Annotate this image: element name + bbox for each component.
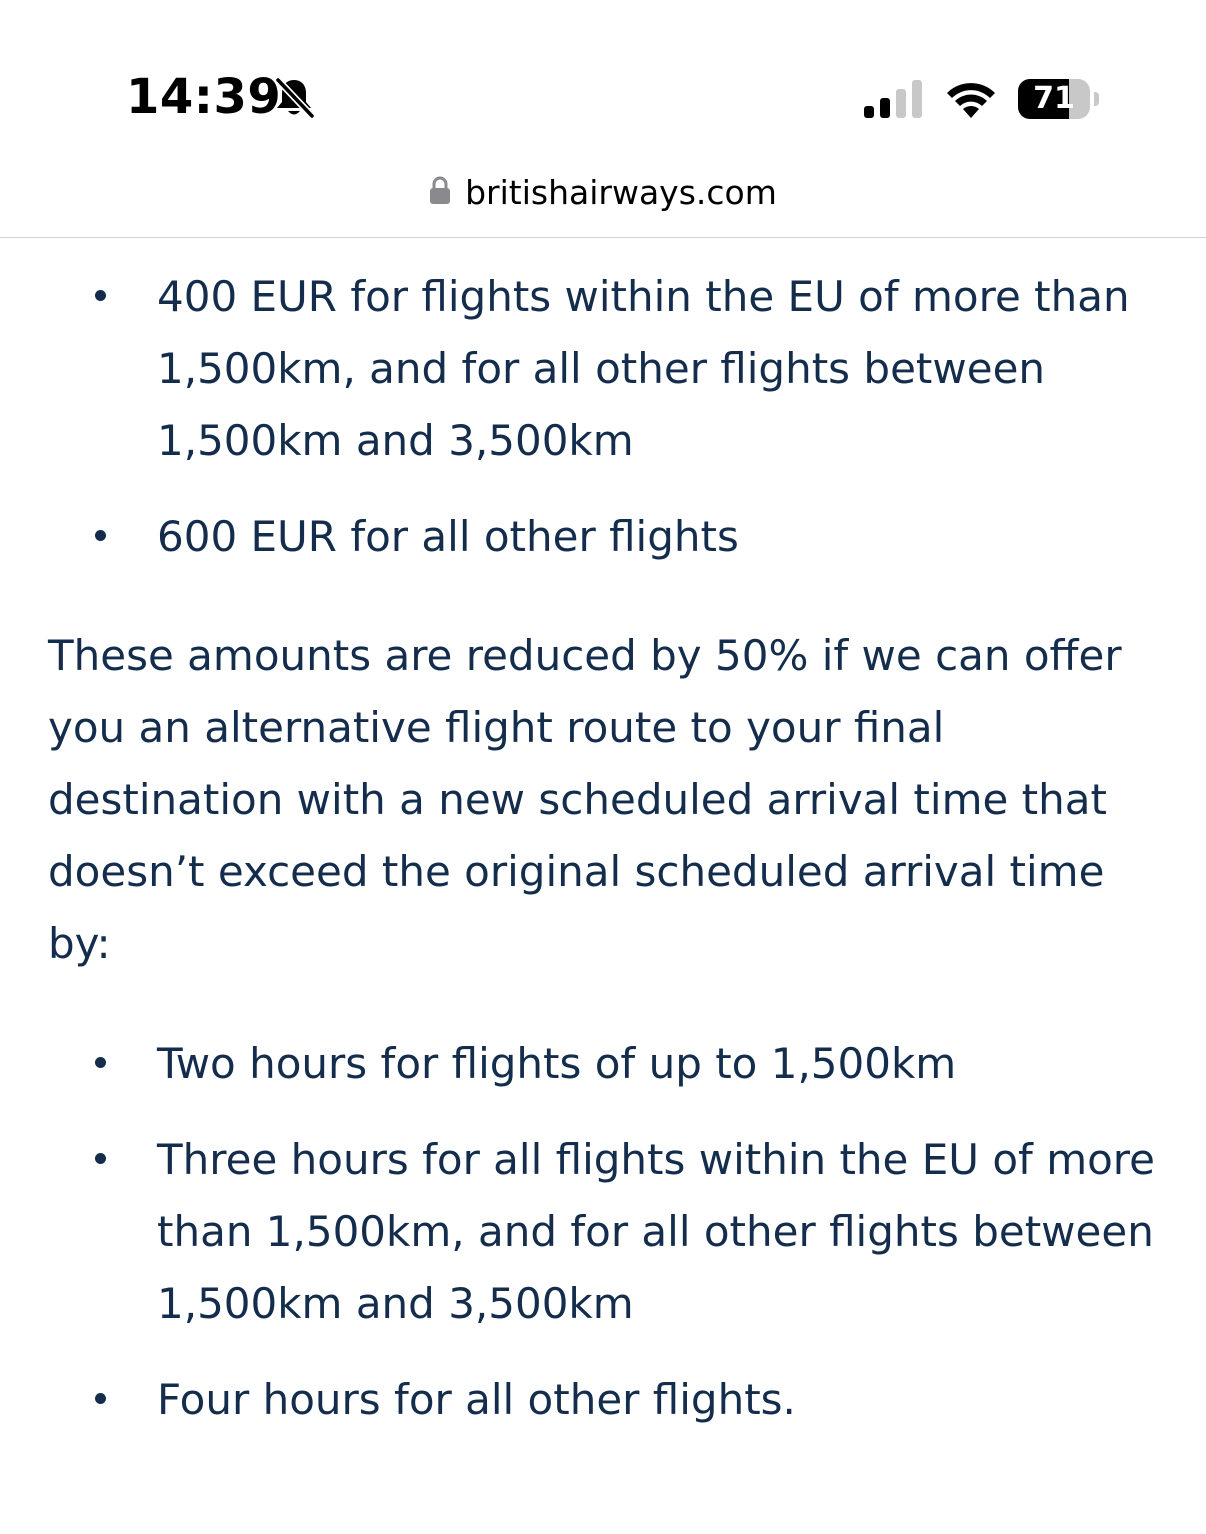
- bullet-dot: [95, 1393, 106, 1404]
- lock-icon: [429, 175, 451, 205]
- list-item-text: Four hours for all other flights.: [157, 1375, 796, 1424]
- list-item-text: 600 EUR for all other flights: [157, 512, 739, 561]
- bullet-dot: [95, 1057, 106, 1068]
- compensation-amount-list: [0, 261, 1206, 573]
- list-item-text: 400 EUR for flights within the EU of more than 1,500km, and for all other flights between 1,500km and 3,500km: [157, 272, 1130, 465]
- bullet-dot: [95, 530, 106, 541]
- cellular-signal-icon: [864, 80, 924, 118]
- browser-address-bar[interactable]: [0, 160, 1206, 238]
- bell-slash-icon: [270, 74, 318, 122]
- list-item: [0, 261, 1167, 477]
- status-time: 14:39: [126, 69, 282, 125]
- list-item-text: Two hours for flights of up to 1,500km: [157, 1039, 957, 1088]
- list-item: [0, 501, 1167, 573]
- wifi-icon: [944, 78, 998, 118]
- url-container[interactable]: [0, 170, 1206, 220]
- status-bar: [0, 0, 1206, 160]
- bullet-dot: [95, 290, 106, 301]
- delay-threshold-list: [0, 1028, 1206, 1436]
- reduction-paragraph: These amounts are reduced by 50% if we can offer you an alternative flight route to your final destination with a new scheduled arrival time that doesn’t exceed the original scheduled arrival time by:: [48, 631, 1122, 968]
- url-text[interactable]: britishairways.com: [465, 173, 777, 212]
- list-item: [0, 1028, 1167, 1100]
- battery-body: [1018, 79, 1090, 119]
- bullet-dot: [95, 1153, 106, 1164]
- battery-icon: [1018, 79, 1100, 119]
- battery-level: 71: [1033, 81, 1075, 116]
- list-item-text: Three hours for all flights within the EU of more than 1,500km, and for all other flights between 1,500km and 3,500km: [157, 1135, 1155, 1328]
- list-item: [0, 1124, 1167, 1340]
- list-item: [0, 1364, 1167, 1436]
- battery-cap: [1094, 92, 1099, 106]
